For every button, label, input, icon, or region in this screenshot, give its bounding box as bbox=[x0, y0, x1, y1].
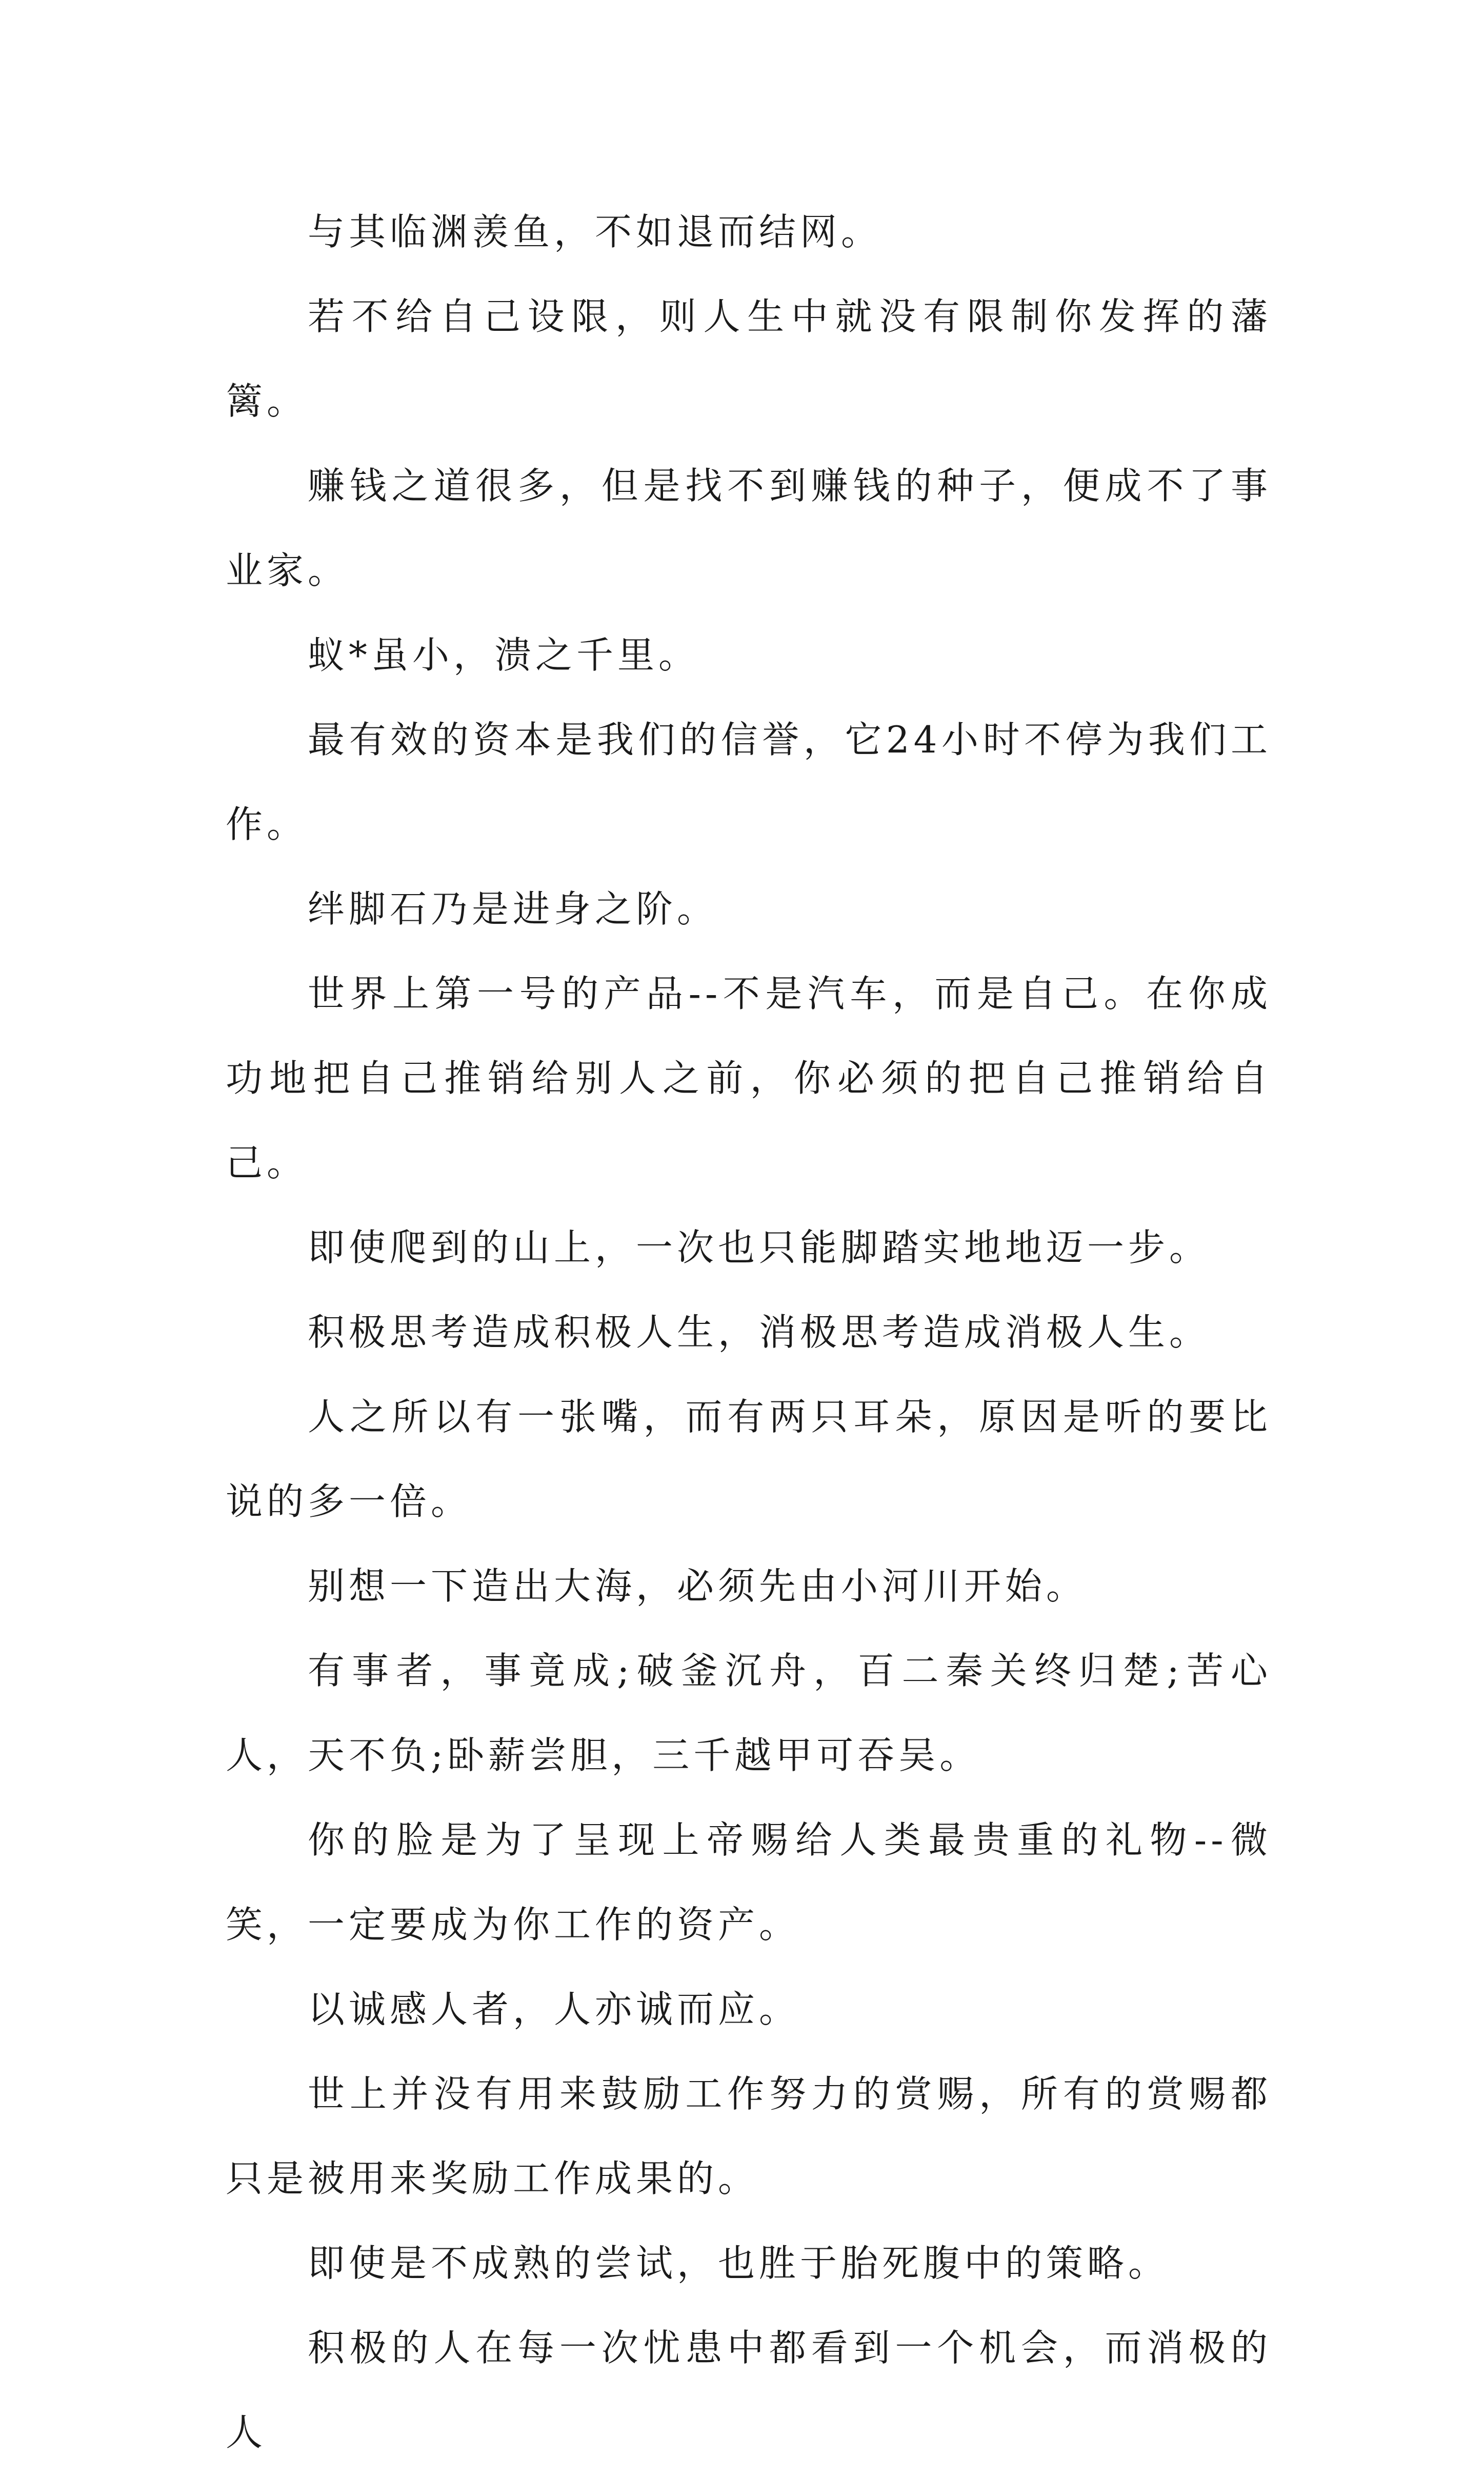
paragraph: 即使爬到的山上，一次也只能脚踏实地地迈一步。 bbox=[308, 1226, 1211, 1269]
paragraph: 世界上第一号的产品--不是汽车，而是自己。在你成功地把自己推销给别人之前，你必须的把自己推销给自己。 bbox=[226, 972, 1272, 1184]
paragraph: 以诚感人者，人亦诚而应。 bbox=[308, 1988, 800, 2031]
paragraph: 积极思考造成积极人生，消极思考造成消极人生。 bbox=[308, 1311, 1211, 1354]
paragraph: 赚钱之道很多，但是找不到赚钱的种子，便成不了事业家。 bbox=[226, 464, 1272, 592]
paragraph: 世上并没有用来鼓励工作努力的赏赐，所有的赏赐都只是被用来奖励工作成果的。 bbox=[226, 2072, 1272, 2200]
paragraph: 若不给自己设限，则人生中就没有限制你发挥的藩篱。 bbox=[226, 295, 1272, 423]
paragraph: 蚁*虽小，溃之千里。 bbox=[308, 633, 700, 677]
paragraph: 人之所以有一张嘴，而有两只耳朵，原因是听的要比说的多一倍。 bbox=[226, 1395, 1272, 1523]
paragraph: 积极的人在每一次忧患中都看到一个机会，而消极的人 bbox=[226, 2326, 1272, 2454]
paragraph: 即使是不成熟的尝试，也胜于胎死腹中的策略。 bbox=[308, 2242, 1170, 2285]
paragraph: 绊脚石乃是进身之阶。 bbox=[308, 887, 718, 930]
paragraph: 有事者，事竟成;破釜沉舟，百二秦关终归楚;苦心人，天不负;卧薪尝胆，三千越甲可吞吴。 bbox=[226, 1649, 1272, 1777]
paragraph: 最有效的资本是我们的信誉，它24小时不停为我们工作。 bbox=[226, 718, 1272, 846]
paragraph: 你的脸是为了呈现上帝赐给人类最贵重的礼物--微笑，一定要成为你工作的资产。 bbox=[226, 1818, 1272, 1946]
paragraph: 与其临渊羡鱼，不如退而结网。 bbox=[308, 210, 883, 253]
document-body bbox=[226, 190, 1272, 2475]
paragraph: 别想一下造出大海，必须先由小河川开始。 bbox=[308, 1565, 1088, 1608]
